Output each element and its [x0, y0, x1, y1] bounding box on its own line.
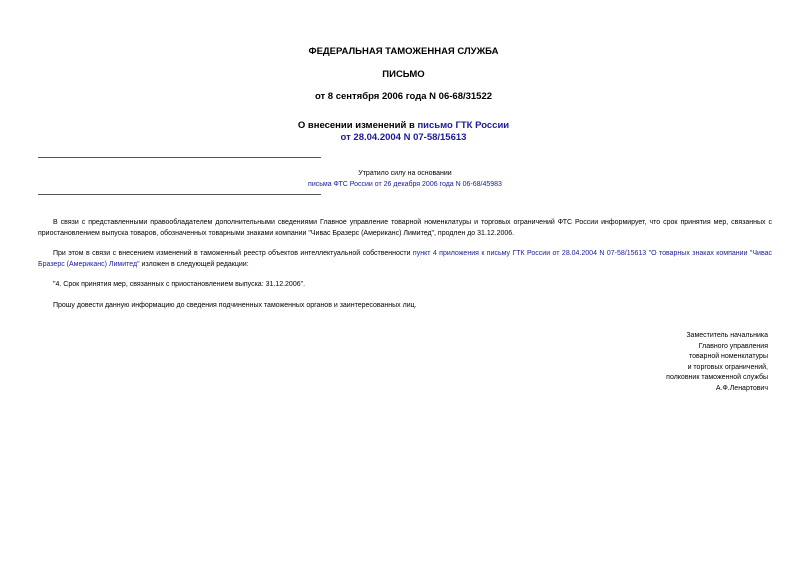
subject-link-date[interactable]: от 28.04.2004 N 07-58/15613	[340, 132, 467, 143]
signature-line: полковник таможенной службы	[666, 374, 768, 382]
signature-line: Главного управления	[698, 342, 768, 350]
paragraph-2	[38, 248, 772, 270]
document-subject	[0, 120, 807, 144]
signature-line: товарной номенклатуры	[689, 353, 768, 361]
divider-bottom	[38, 194, 321, 195]
paragraph-2-text-end: изложен в следующей редакции:	[139, 261, 249, 268]
agency-title: ФЕДЕРАЛЬНАЯ ТАМОЖЕННАЯ СЛУЖБА	[308, 46, 499, 57]
signature-line: Заместитель начальника	[686, 332, 768, 339]
subject-line-1	[0, 120, 807, 132]
signatory-name: А.Ф.Ленартович	[715, 384, 768, 392]
paragraph-2-text-start: При этом в связи с внесением изменений в таможенный реестр объектов интеллектуальной собственности	[53, 250, 413, 257]
subject-link-letter[interactable]: письмо ГТК России	[417, 120, 510, 131]
document-date-number: от 8 сентября 2006 года N 06-68/31522	[314, 91, 493, 102]
signature-block	[600, 331, 768, 395]
paragraph-1: В связи с представленными правообладателем дополнительными сведениями Главное управление товарной номенклатуры и торговых ограничений ФТС России информирует, что срок принятия мер, связанных с приостановлением выпуска товаров, обозначенных товарными знаками компании "Чивас Бразерс (Американс) Лимитед", продлен до 31.12.2006.	[38, 219, 772, 237]
status-link[interactable]: письма ФТС России от 26 декабря 2006 года N 06-68/45983	[308, 181, 502, 188]
divider-top	[38, 157, 321, 158]
request-paragraph: Прошу довести данную информацию до сведения подчиненных таможенных органов и заинтересованных лиц.	[53, 302, 417, 309]
paragraph-2-link[interactable]: пункт 4 приложения к письму ГТК России от 28.04.2004 N 07-58/15613 "О товарных знаках компании "Чивас Бразерс (Американс) Лимитед"	[38, 250, 772, 268]
subject-prefix: О внесении изменений в	[297, 120, 418, 131]
quote-paragraph: "4. Срок принятия мер, связанных с приостановлением выпуска: 31.12.2006".	[53, 281, 306, 288]
document-type: ПИСЬМО	[382, 69, 425, 80]
status-note	[260, 168, 550, 190]
status-text: Утратило силу на основании	[358, 170, 452, 177]
signature-line: и торговых ограничений,	[687, 363, 768, 371]
